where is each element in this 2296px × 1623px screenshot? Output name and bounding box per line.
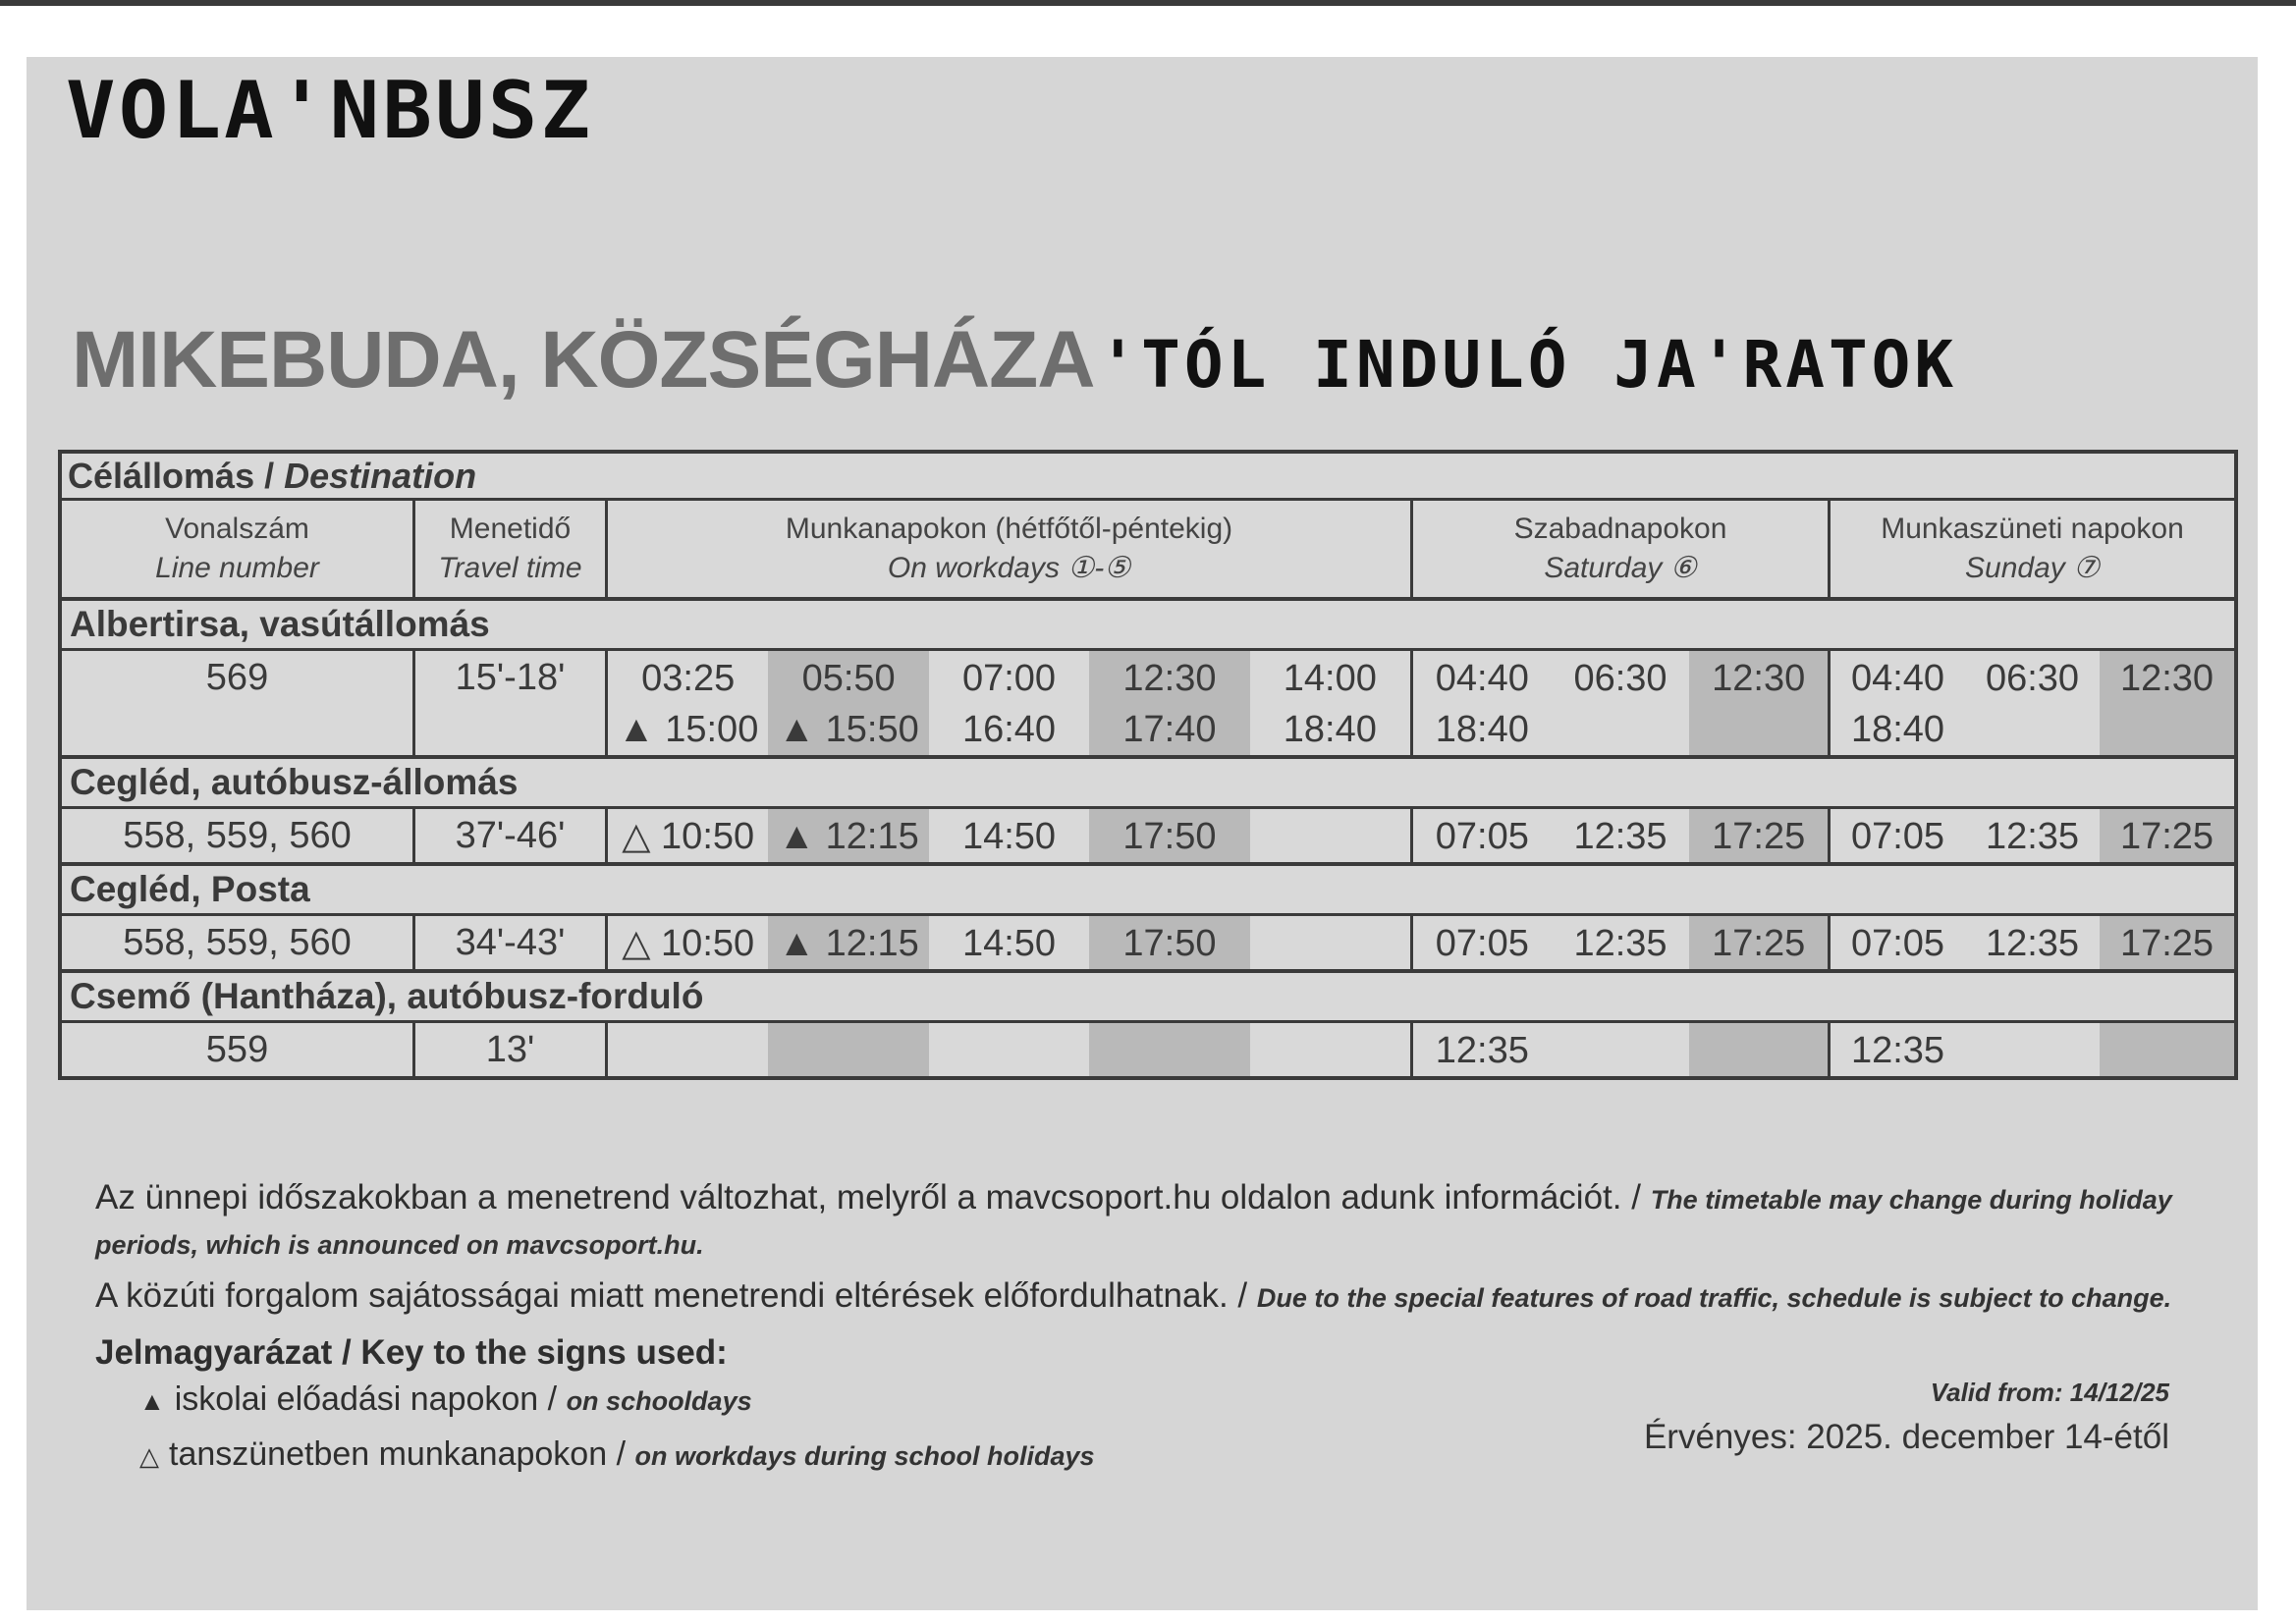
departure-time: 17:25 — [1712, 816, 1806, 857]
departure-time: 14:50 — [961, 816, 1057, 857]
departure-slot — [1689, 1023, 1828, 1076]
saturday-departures — [1413, 1023, 1831, 1076]
timetable-sheet — [27, 57, 2258, 1610]
departure-slot — [2100, 809, 2234, 862]
page-title — [72, 314, 1957, 406]
departure-slot — [1552, 916, 1690, 969]
travel-time: 13' — [415, 1023, 608, 1076]
departure-time: 07:05 — [1850, 923, 1945, 964]
departure-slot — [1689, 651, 1828, 755]
departure-slot — [768, 809, 928, 862]
destination-header-en: Destination — [284, 456, 477, 496]
departure-time — [1965, 704, 2100, 755]
destination-sections — [62, 601, 2234, 1076]
departure-time: 12:35 — [1850, 1030, 1945, 1071]
departure-slot — [1250, 916, 1410, 969]
departure-time: ▲ 12:15 — [778, 923, 919, 964]
filled-triangle-icon: ▲ — [139, 1386, 165, 1416]
departure-time: 03:25 — [641, 658, 736, 699]
section-title: Cegléd, Posta — [62, 866, 2234, 916]
travel-time: 34'-43' — [415, 916, 608, 969]
departure-time: 17:25 — [1712, 923, 1806, 964]
table-row — [62, 651, 2234, 759]
saturday-departures — [1413, 651, 1831, 755]
col-work-hu: Munkanapokon (hétfőtől-péntekig) — [785, 513, 1233, 545]
col-time-en: Travel time — [438, 552, 582, 584]
sunday-departures — [1831, 916, 2234, 969]
departure-slot — [2100, 651, 2234, 755]
departure-slot — [768, 651, 928, 755]
departure-slot — [2100, 916, 2234, 969]
table-row — [62, 809, 2234, 866]
departure-slot — [608, 1023, 768, 1076]
departure-slot — [1689, 916, 1828, 969]
departure-slot — [929, 916, 1089, 969]
departure-slot — [768, 1023, 928, 1076]
timetable-table — [58, 450, 2238, 1080]
destination-header — [62, 454, 2234, 501]
departure-slot — [1831, 916, 1965, 969]
departure-slot — [929, 651, 1089, 755]
departure-slot — [1089, 1023, 1249, 1076]
departure-slot — [1965, 809, 2100, 862]
departure-time: 05:50 — [801, 658, 896, 699]
departure-time: 04:40 — [1850, 658, 1945, 699]
departure-time: 07:00 — [961, 658, 1057, 699]
line-number: 558, 559, 560 — [62, 916, 415, 969]
departure-time: 04:40 — [1435, 658, 1529, 699]
departure-slot — [1413, 1023, 1552, 1076]
departure-time: △ 10:50 — [622, 816, 755, 857]
saturday-departures — [1413, 916, 1831, 969]
departure-time: 17:40 — [1122, 709, 1217, 750]
departure-time: ▲ 12:15 — [778, 816, 919, 857]
departure-slot — [1965, 1023, 2100, 1076]
departure-time — [1250, 918, 1410, 969]
col-sun-en: Sunday ⑦ — [1965, 552, 2100, 584]
saturday-departures — [1413, 809, 1831, 862]
col-work-en: On workdays ①-⑤ — [887, 552, 1131, 584]
departure-slot — [1831, 1023, 1965, 1076]
departure-slot — [1250, 809, 1410, 862]
col-line-hu: Vonalszám — [165, 513, 309, 545]
note-holiday-en: The timetable may change during holiday periods, which is announced on mavcsoport.hu. — [95, 1185, 2172, 1260]
line-number: 559 — [62, 1023, 415, 1076]
travel-time: 37'-46' — [415, 809, 608, 862]
departure-time — [2100, 704, 2234, 755]
departure-slot — [1089, 916, 1249, 969]
departure-time — [1089, 1025, 1249, 1076]
departure-time: 12:30 — [2119, 658, 2214, 699]
departure-time — [2100, 1025, 2234, 1076]
departure-time: 12:35 — [1985, 816, 2080, 857]
scan-top-edge — [0, 0, 2296, 6]
departure-slot — [1250, 1023, 1410, 1076]
departure-time: 14:50 — [961, 923, 1057, 964]
line-number: 558, 559, 560 — [62, 809, 415, 862]
validity — [1644, 1378, 2169, 1457]
departure-time — [1250, 1025, 1410, 1076]
section-title: Csemő (Hantháza), autóbusz-forduló — [62, 973, 2234, 1023]
departure-time: 12:35 — [1573, 923, 1667, 964]
departure-time: 06:30 — [1573, 658, 1667, 699]
departure-time: 17:25 — [2119, 816, 2214, 857]
departure-slot — [929, 809, 1089, 862]
valid-from-en: Valid from: 14/12/25 — [1930, 1378, 2169, 1407]
departure-time: 07:05 — [1850, 816, 1945, 857]
sunday-departures — [1831, 1023, 2234, 1076]
departure-time: 12:30 — [1122, 658, 1217, 699]
key-open-hu: tanszünetben munkanapokon / — [169, 1435, 627, 1473]
key-filled-en: on schooldays — [566, 1386, 752, 1416]
section-title: Cegléd, autóbusz-állomás — [62, 759, 2234, 809]
col-header-saturday — [1413, 501, 1831, 597]
table-row — [62, 1023, 2234, 1076]
departure-time: 17:50 — [1122, 923, 1217, 964]
departure-time — [929, 1025, 1089, 1076]
departure-time: 12:35 — [1573, 816, 1667, 857]
departure-time — [1552, 704, 1690, 755]
departure-time — [1689, 1025, 1828, 1076]
note-holiday — [95, 1176, 2256, 1267]
workday-departures — [608, 651, 1413, 755]
departure-time — [1689, 704, 1828, 755]
departure-time: 18:40 — [1850, 709, 1945, 750]
note-traffic-hu: A közúti forgalom sajátosságai miatt menetrendi eltérések előfordulhatnak. / — [95, 1276, 1248, 1315]
departure-time: 16:40 — [961, 709, 1057, 750]
destination-header-sep: / — [254, 456, 285, 496]
col-time-hu: Menetidő — [449, 513, 572, 545]
departure-time: 07:05 — [1435, 923, 1529, 964]
note-holiday-hu: Az ünnepi időszakokban a menetrend változhat, melyről a mavcsoport.hu oldalon adunk információt. / — [95, 1178, 1641, 1217]
departure-slot — [1689, 809, 1828, 862]
col-header-line — [62, 501, 415, 597]
departure-slot — [768, 916, 928, 969]
travel-time: 15'-18' — [415, 651, 608, 755]
departure-time: 17:25 — [2119, 923, 2214, 964]
col-header-travel — [415, 501, 608, 597]
departure-time: 12:35 — [1985, 923, 2080, 964]
departure-slot — [1089, 651, 1249, 755]
workday-departures — [608, 916, 1413, 969]
departure-slot — [2100, 1023, 2234, 1076]
title-printed: MIKEBUDA, KÖZSÉGHÁZA — [72, 315, 1095, 405]
departure-time: 18:40 — [1435, 709, 1529, 750]
sunday-departures — [1831, 651, 2234, 755]
title-handwritten: 'TÓL INDULÓ JA'RATOK — [1098, 327, 1958, 403]
departure-slot — [1089, 809, 1249, 862]
key-open-en: on workdays during school holidays — [634, 1441, 1095, 1471]
col-sun-hu: Munkaszüneti napokon — [1881, 513, 2184, 545]
open-triangle-icon: △ — [139, 1441, 159, 1471]
key-title: Jelmagyarázat / Key to the signs used: — [95, 1333, 728, 1372]
workday-departures — [608, 809, 1413, 862]
departure-time: 06:30 — [1985, 658, 2080, 699]
table-row — [62, 916, 2234, 973]
departure-slot — [1965, 651, 2100, 755]
departure-slot — [1552, 1023, 1690, 1076]
departure-slot — [1831, 651, 1965, 755]
departure-slot — [1552, 651, 1690, 755]
departure-slot — [608, 916, 768, 969]
column-header-row — [62, 501, 2234, 601]
col-line-en: Line number — [155, 552, 319, 584]
departure-slot — [1250, 651, 1410, 755]
sunday-departures — [1831, 809, 2234, 862]
departure-slot — [1552, 809, 1690, 862]
note-traffic-en: Due to the special features of road traffic, schedule is subject to change. — [1256, 1283, 2172, 1313]
departure-time — [1965, 1025, 2100, 1076]
col-sat-hu: Szabadnapokon — [1513, 513, 1727, 545]
workday-departures — [608, 1023, 1413, 1076]
col-header-workdays — [608, 501, 1413, 597]
departure-time: 12:30 — [1712, 658, 1806, 699]
departure-slot — [1413, 809, 1552, 862]
departure-slot — [1413, 651, 1552, 755]
line-number: 569 — [62, 651, 415, 755]
departure-time — [608, 1025, 768, 1076]
note-traffic — [95, 1274, 2256, 1320]
departure-time: △ 10:50 — [622, 923, 755, 964]
departure-slot — [929, 1023, 1089, 1076]
departure-time: 12:35 — [1435, 1030, 1529, 1071]
departure-time: 18:40 — [1283, 709, 1377, 750]
departure-time — [768, 1025, 928, 1076]
departure-time: 07:05 — [1435, 816, 1529, 857]
departure-time — [1552, 1025, 1690, 1076]
col-sat-en: Saturday ⑥ — [1544, 552, 1697, 584]
col-header-sunday — [1831, 501, 2234, 597]
section-title: Albertirsa, vasútállomás — [62, 601, 2234, 651]
departure-time: ▲ 15:50 — [778, 709, 919, 750]
departure-slot — [608, 651, 768, 755]
departure-slot — [1413, 916, 1552, 969]
brand-handwritten: VOLA'NBUSZ — [66, 65, 594, 156]
departure-slot — [608, 809, 768, 862]
key-filled-hu: iskolai előadási napokon / — [174, 1380, 558, 1418]
departure-time: 17:50 — [1122, 816, 1217, 857]
destination-header-hu: Célállomás — [68, 456, 255, 496]
departure-slot — [1965, 916, 2100, 969]
departure-time: 14:00 — [1283, 658, 1377, 699]
departure-time — [1250, 811, 1410, 862]
valid-from-hu: Érvényes: 2025. december 14-étől — [1643, 1418, 2169, 1456]
departure-time: ▲ 15:00 — [618, 709, 759, 750]
departure-slot — [1831, 809, 1965, 862]
